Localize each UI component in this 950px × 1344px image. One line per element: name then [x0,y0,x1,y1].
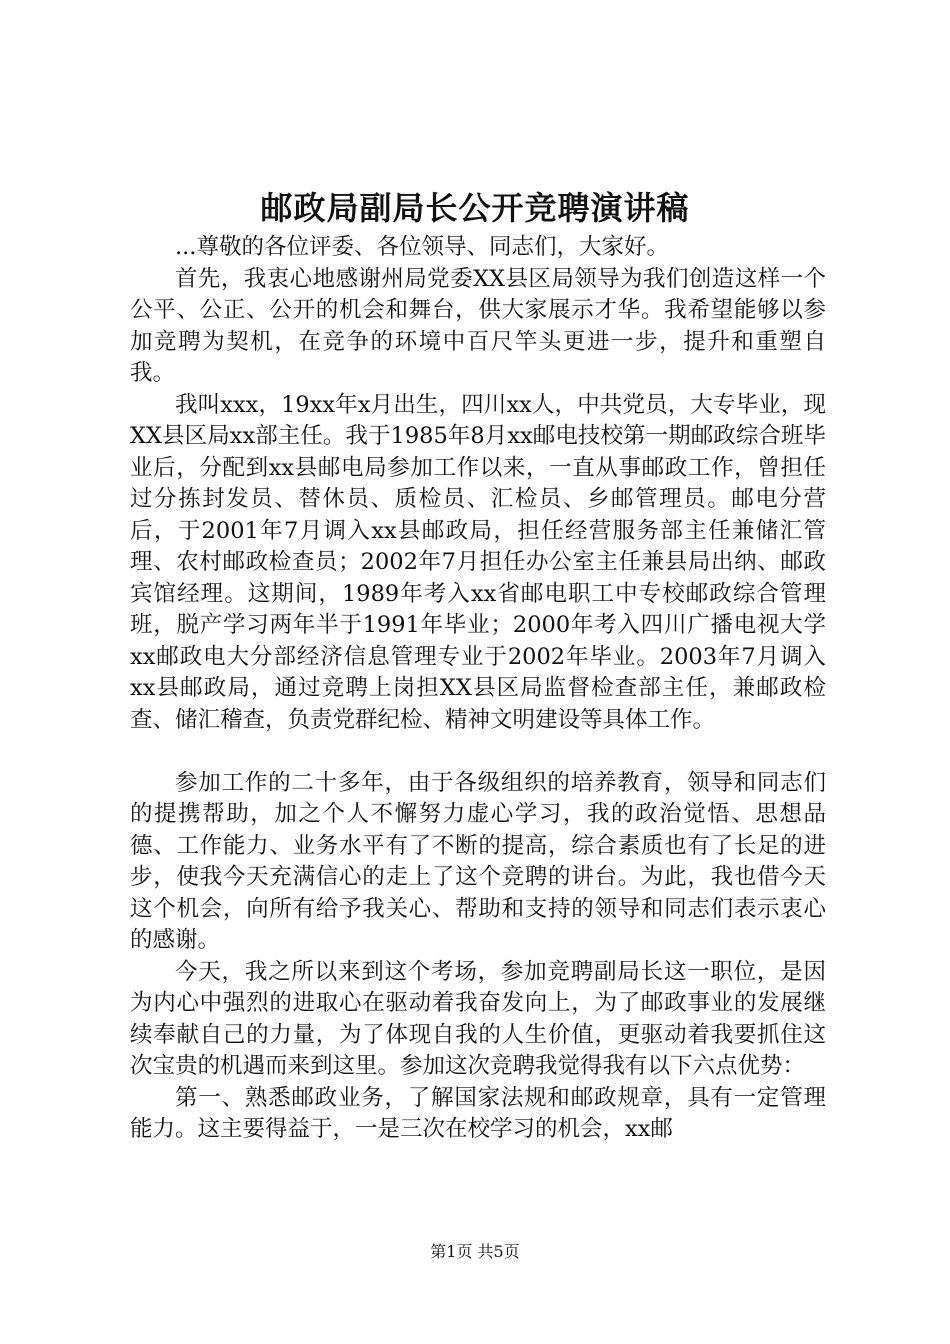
body-paragraph: 我叫xxx，19xx年x月出生，四川xx人，中共党员，大专毕业，现XX县区局xx部主任。我于1985年8月xx邮电技校第一期邮政综合班毕业后，分配到xx县邮电局参加工作以来，一直从事邮政工作，曾担任过分拣封发员、替休员、质检员、汇检员、乡邮管理员。邮电分营后，于2001年7月调入xx县邮政局，担任经营服务部主任兼储汇管理、农村邮政检查员；2002年7月担任办公室主任兼县局出纳、邮政宾馆经理。这期间，1989年考入xx省邮电职工中专校邮政综合管理班，脱产学习两年半于1991年毕业；2000年考入四川广播电视大学xx邮政电大分部经济信息管理专业于2002年毕业。2003年7月调入xx县邮政局，通过竞聘上岗担XX县区局监督检查部主任，兼邮政检查、储汇稽查，负责党群纪检、精神文明建设等具体工作。 [130,391,826,733]
document-title: 邮政局副局长公开竞聘演讲稿 [260,189,690,227]
document-body [130,232,826,1146]
body-paragraph: 今天，我之所以来到这个考场，参加竞聘副局长这一职位，是因为内心中强烈的进取心在驱动着我奋发向上，为了邮政事业的发展继续奉献自己的力量，为了体现自我的人生价值，更驱动着我要抓住这次宝贵的机遇而来到这里。参加这次竞聘我觉得我有以下六点优势： [130,958,826,1079]
body-paragraph: 第一、熟悉邮政业务，了解国家法规和邮政规章，具有一定管理能力。这主要得益于，一是三次在校学习的机会，xx邮 [130,1084,826,1142]
greeting-paragraph: ...尊敬的各位评委、各位领导、同志们，大家好。 [175,234,669,260]
body-paragraph: 参加工作的二十多年，由于各级组织的培养教育，领导和同志们的提携帮助，加之个人不懈努力虚心学习，我的政治觉悟、思想品德、工作能力、业务水平有了不断的提高，综合素质也有了长足的进步，使我今天充满信心的走上了这个竞聘的讲台。为此，我也借今天这个机会，向所有给予我关心、帮助和支持的领导和同志们表示衷心的感谢。 [130,769,826,953]
page-footer: 第1页 共5页 [430,1242,520,1261]
body-paragraph: 首先，我衷心地感谢州局党委XX县区局领导为我们创造这样一个公平、公正、公开的机会和舞台，供大家展示才华。我希望能够以参加竞聘为契机，在竞争的环境中百尺竿头更进一步，提升和重塑自我。 [130,265,826,386]
